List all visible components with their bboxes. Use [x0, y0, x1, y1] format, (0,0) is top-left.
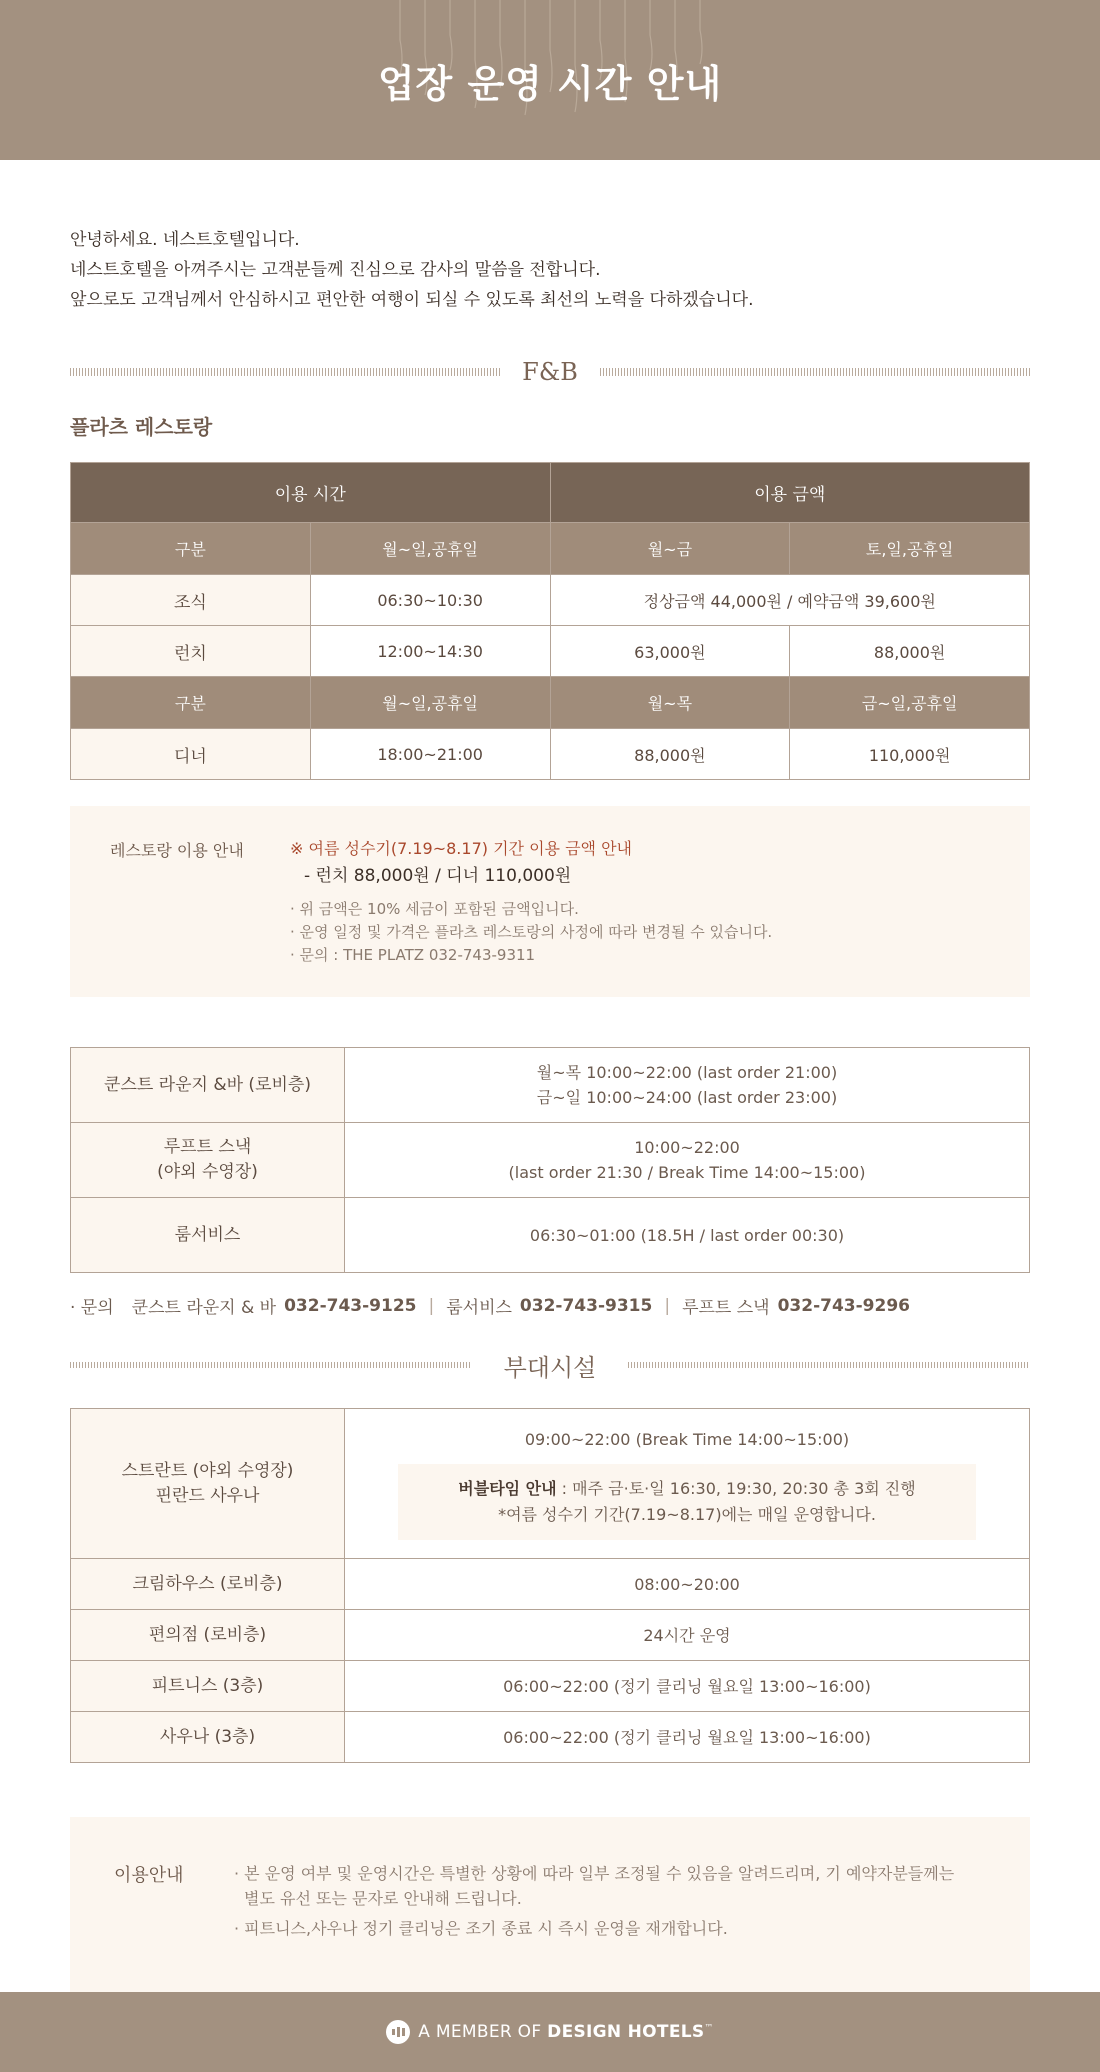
time-cell: 18:00~21:00	[310, 729, 550, 780]
contact-number: 032-743-9296	[777, 1295, 910, 1316]
header-usage-price: 이용 금액	[550, 463, 1030, 523]
notice-line: · 운영 일정 및 가격은 플라츠 레스토랑의 사정에 따라 변경될 수 있습니다.	[290, 923, 773, 941]
venue-hours: 10:00~22:00	[634, 1138, 740, 1157]
footer-brand: DESIGN HOTELS	[547, 2022, 705, 2042]
facility-hours: 09:00~22:00 (Break Time 14:00~15:00)	[524, 1430, 850, 1449]
footer-text	[418, 2022, 713, 2042]
divider	[70, 1362, 472, 1368]
col-header: 월~일,공휴일	[310, 523, 550, 575]
intro-line: 앞으로도 고객님께서 안심하시고 편안한 여행이 되실 수 있도록 최선의 노력을 다하겠습니다.	[70, 290, 754, 310]
col-header: 월~일,공휴일	[310, 677, 550, 729]
facility-hours: 06:00~22:00 (정기 클리닝 월요일 13:00~16:00)	[345, 1712, 1030, 1763]
col-header: 토,일,공휴일	[790, 523, 1030, 575]
notice-title: 레스토랑 이용 안내	[110, 841, 244, 860]
facility-name: 편의점 (로비층)	[71, 1610, 345, 1661]
usage-notice	[70, 1817, 1030, 1992]
venue-name: 루프트 스낵	[163, 1137, 252, 1157]
col-header: 금~일,공휴일	[790, 677, 1030, 729]
col-header: 월~금	[550, 523, 790, 575]
price-cell: 63,000원	[550, 626, 790, 677]
design-hotels-logo-icon	[386, 2020, 410, 2044]
table-row	[71, 1661, 1030, 1712]
bubble-schedule: : 매주 금·토·일 16:30, 19:30, 20:30 총 3회 진행	[556, 1479, 916, 1498]
price-cell: 정상금액 44,000원 / 예약금액 39,600원	[550, 575, 1030, 626]
intro-text	[70, 160, 1030, 315]
facility-name: 핀란드 사우나	[155, 1485, 260, 1506]
season-price: - 런치 88,000원 / 디너 110,000원	[304, 866, 572, 886]
facility-hours: 24시간 운영	[345, 1610, 1030, 1661]
venue-hours: 06:30~01:00 (18.5H / last order 00:30)	[345, 1198, 1030, 1273]
table-row	[71, 1123, 1030, 1198]
row-label: 디너	[71, 729, 311, 780]
divider	[70, 368, 500, 376]
col-header: 구분	[71, 677, 311, 729]
col-header: 월~목	[550, 677, 790, 729]
notice-line: · 위 금액은 10% 세금이 포함된 금액입니다.	[290, 900, 579, 918]
restaurant-notice	[70, 806, 1030, 997]
intro-line: 안녕하세요. 네스트호텔입니다.	[70, 230, 300, 250]
restaurant-table	[70, 462, 1030, 780]
venue-name: 쿤스트 라운지 &바 (로비층)	[71, 1048, 345, 1123]
separator: |	[428, 1295, 435, 1316]
usage-notice-title: 이용안내	[114, 1865, 184, 1886]
contact-name: 쿤스트 라운지 & 바	[131, 1298, 277, 1318]
trademark: ™	[704, 2023, 714, 2034]
facility-name: 크림하우스 (로비층)	[71, 1559, 345, 1610]
contact-number: 032-743-9125	[284, 1295, 417, 1316]
header-usage-time: 이용 시간	[71, 463, 551, 523]
venue-location: (야외 수영장)	[157, 1162, 258, 1182]
venue-name: 룸서비스	[71, 1198, 345, 1273]
table-row	[71, 1198, 1030, 1273]
venue-hours: (last order 21:30 / Break Time 14:00~15:00)	[508, 1163, 866, 1182]
table-row	[71, 626, 1030, 677]
facility-hours: 06:00~22:00 (정기 클리닝 월요일 13:00~16:00)	[345, 1661, 1030, 1712]
page-header	[0, 0, 1100, 160]
price-cell: 88,000원	[550, 729, 790, 780]
table-row	[71, 1559, 1030, 1610]
page-footer	[0, 1992, 1100, 2072]
usage-notice-line: · 본 운영 여부 및 운영시간은 특별한 상황에 따라 일부 조정될 수 있음을 알려드리며, 기 예약자분들께는	[234, 1864, 955, 1883]
notice-line: · 문의 : THE PLATZ 032-743-9311	[290, 946, 536, 964]
usage-notice-line: 별도 유선 또는 문자로 안내해 드립니다.	[244, 1889, 522, 1908]
contact-prefix: · 문의	[70, 1298, 114, 1318]
lounge-table	[70, 1047, 1030, 1273]
table-row	[71, 729, 1030, 780]
facility-name: 스트란트 (야외 수영장)	[121, 1460, 294, 1481]
table-row	[71, 1409, 1030, 1559]
fnb-section-title	[70, 355, 1030, 389]
table-row	[71, 1610, 1030, 1661]
intro-line: 네스트호텔을 아껴주시는 고객분들께 진심으로 감사의 말씀을 전합니다.	[70, 260, 601, 280]
facility-hours: 08:00~20:00	[345, 1559, 1030, 1610]
contact-name: 루프트 스낵	[682, 1298, 770, 1318]
row-label: 조식	[71, 575, 311, 626]
row-label: 런치	[71, 626, 311, 677]
page-title: 업장 운영 시간 안내	[377, 61, 723, 106]
facility-name: 피트니스 (3층)	[71, 1661, 345, 1712]
bubble-time-box	[398, 1464, 976, 1540]
time-cell: 06:30~10:30	[310, 575, 550, 626]
table-row	[71, 1712, 1030, 1763]
price-cell: 110,000원	[790, 729, 1030, 780]
table-row	[71, 575, 1030, 626]
contact-name: 룸서비스	[446, 1298, 512, 1318]
divider	[628, 1362, 1030, 1368]
price-cell: 88,000원	[790, 626, 1030, 677]
season-notice: ※ 여름 성수기(7.19~8.17) 기간 이용 금액 안내	[290, 839, 632, 858]
table-row	[71, 1048, 1030, 1123]
facility-name: 사우나 (3층)	[71, 1712, 345, 1763]
facilities-table	[70, 1408, 1030, 1763]
time-cell: 12:00~14:30	[310, 626, 550, 677]
divider	[600, 368, 1030, 376]
contact-number: 032-743-9315	[519, 1295, 653, 1316]
separator: |	[664, 1295, 671, 1316]
bubble-note: *여름 성수기 기간(7.19~8.17)에는 매일 운영합니다.	[498, 1505, 876, 1524]
fnb-title: F&B	[522, 358, 578, 386]
footer-prefix: A MEMBER OF	[418, 2022, 548, 2042]
col-header: 구분	[71, 523, 311, 575]
restaurant-name: 플라츠 레스토랑	[70, 415, 213, 439]
usage-notice-line: · 피트니스,사우나 정기 클리닝은 조기 종료 시 즉시 운영을 재개합니다.	[234, 1919, 728, 1938]
bubble-title: 버블타임 안내	[458, 1479, 557, 1498]
venue-hours: 월~목 10:00~22:00 (last order 21:00)	[536, 1063, 838, 1082]
facilities-title: 부대시설	[503, 1353, 597, 1382]
facilities-section-title	[70, 1348, 1030, 1382]
venue-hours: 금~일 10:00~24:00 (last order 23:00)	[536, 1088, 838, 1107]
contact-info	[70, 1293, 1030, 1318]
